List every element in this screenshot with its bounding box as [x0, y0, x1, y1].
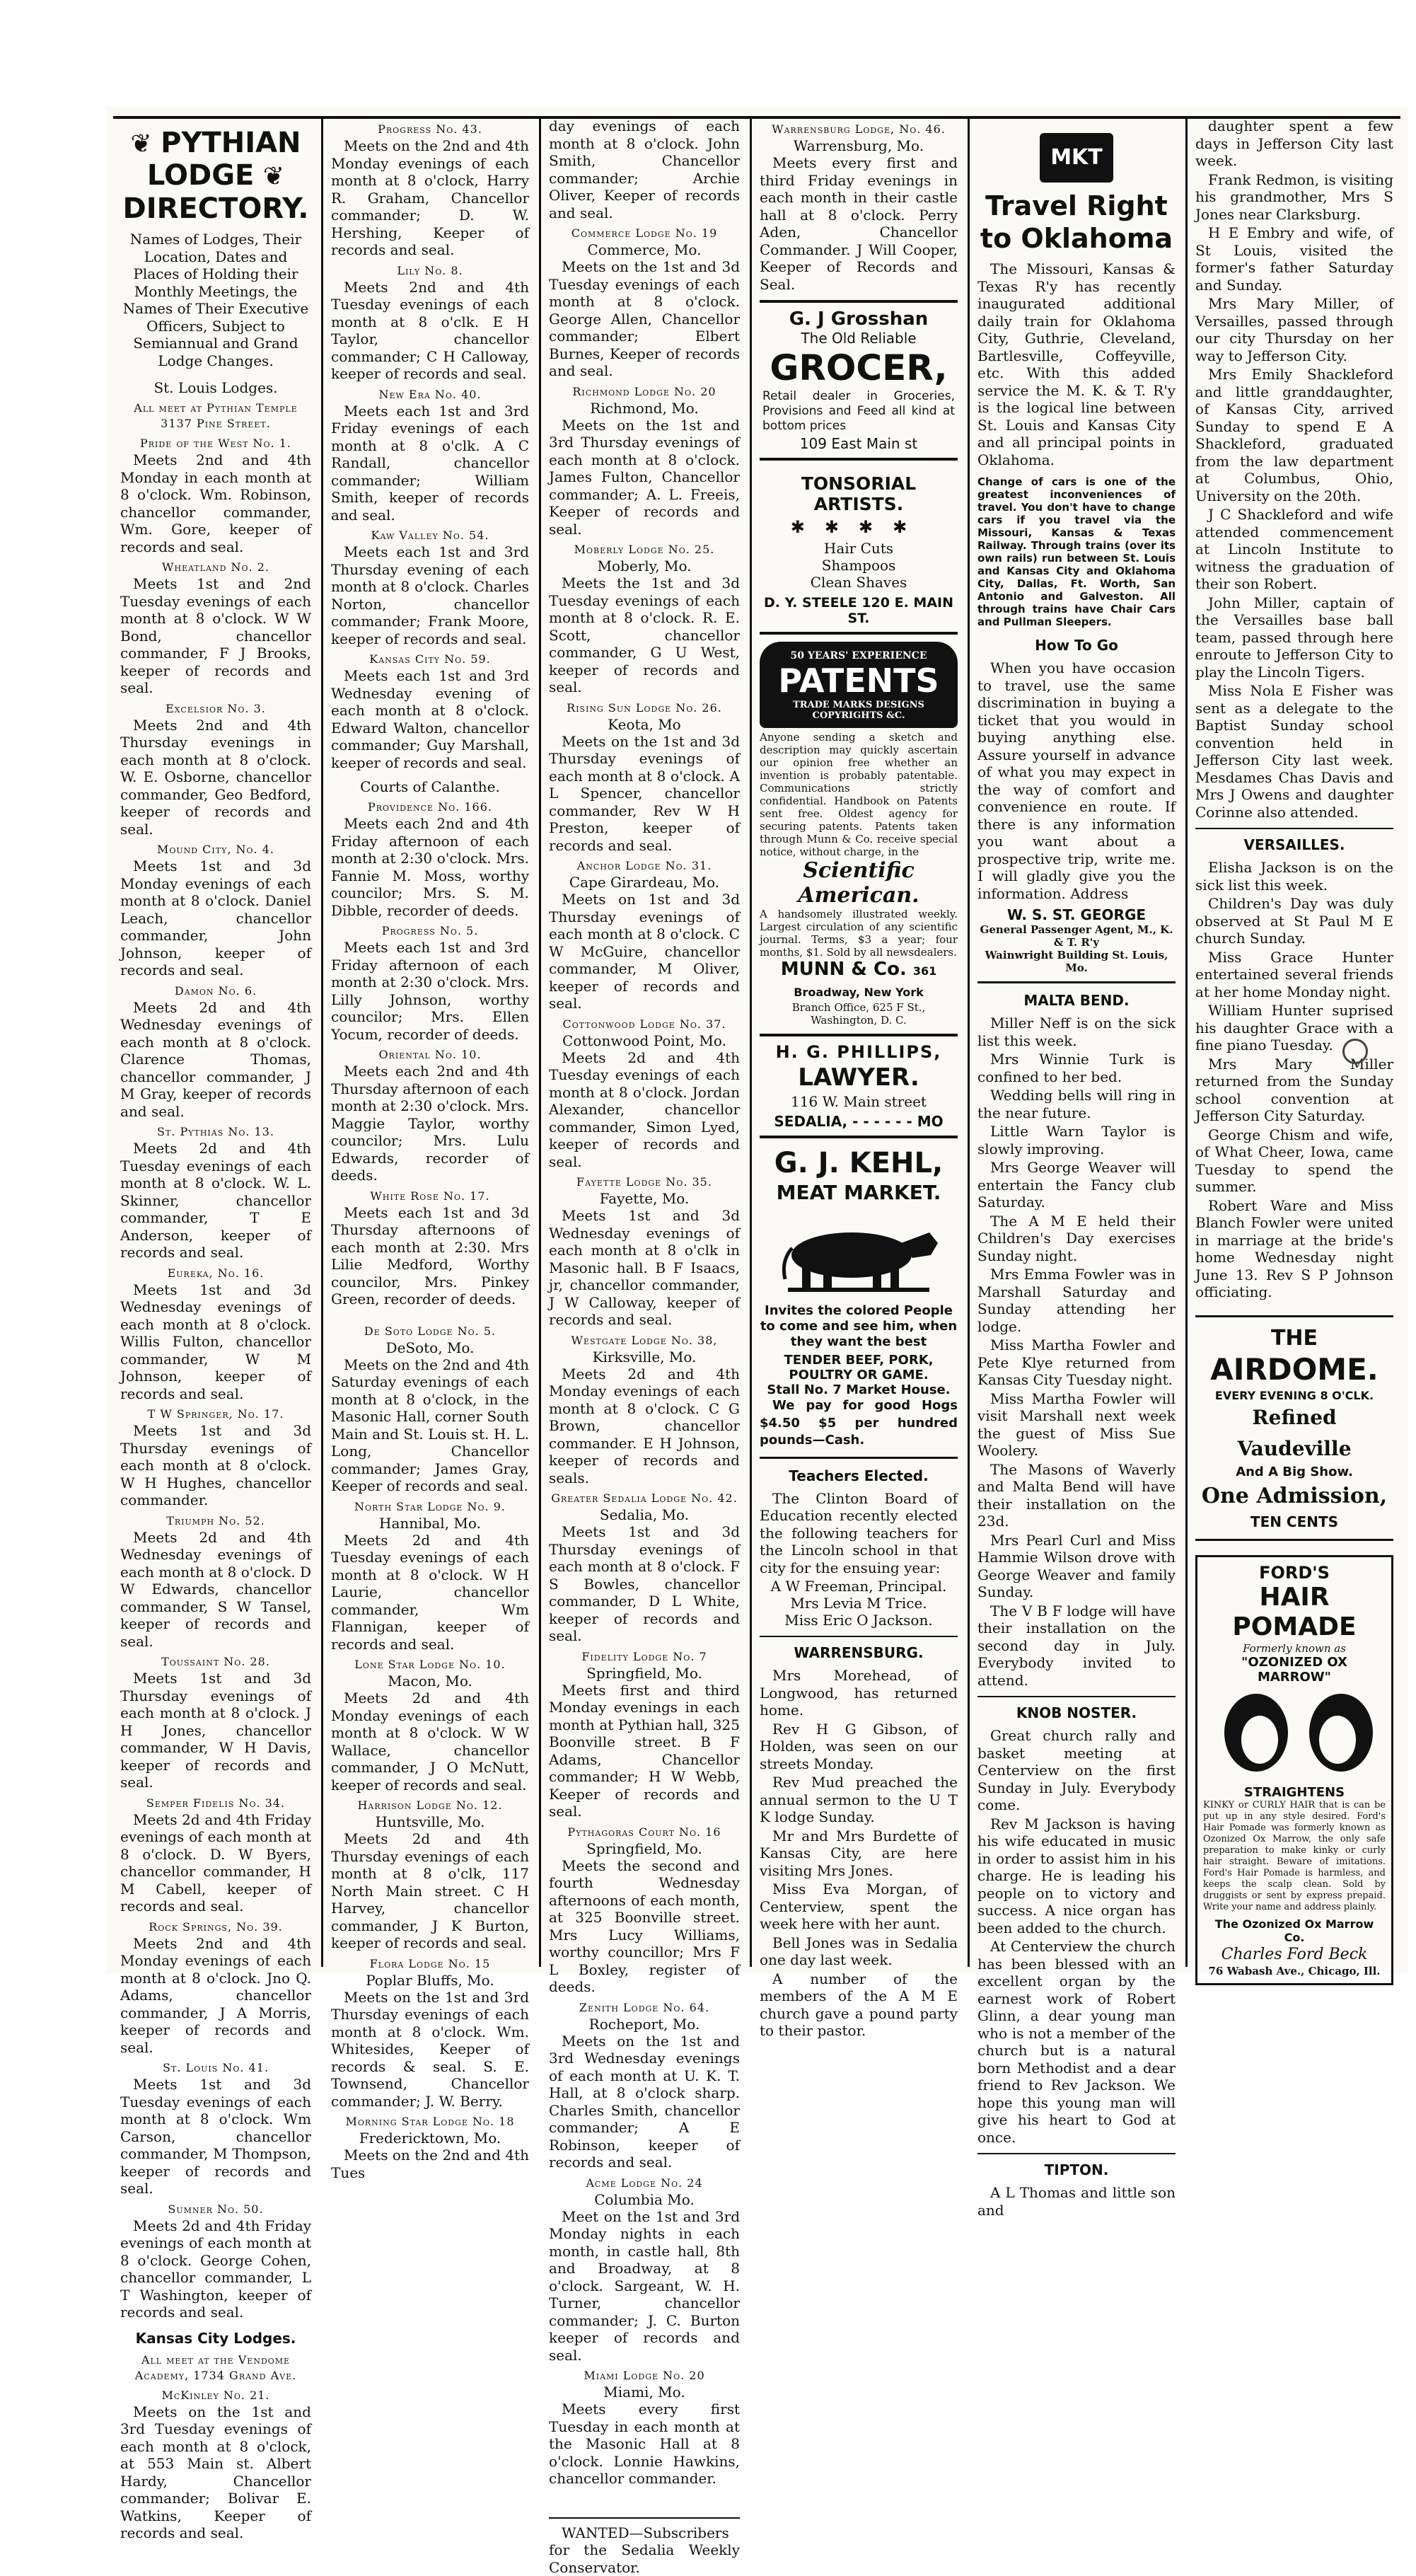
kc-lodge-entries — [331, 122, 529, 771]
tonsorial-services — [762, 540, 955, 591]
lodge-name: Sumner No. 50. — [120, 2202, 311, 2217]
lodge-name: Cottonwood Lodge No. 37. — [549, 1017, 740, 1032]
knob-noster-title: KNOB NOSTER. — [977, 1696, 1176, 1723]
sci-text: A handsomely illustrated weekly. Largest circulation of any scientific journal. Terms, $3 a year; four months, $1. Sold by all newsdealers. — [760, 908, 958, 959]
lodge-name: Fidelity Lodge No. 7 — [549, 1649, 740, 1665]
column-rule — [1185, 117, 1188, 1967]
lodge-text: Meets on the 2nd and 4th Tues — [331, 2147, 529, 2181]
lodge-text: Meets 2d and 4th Friday evenings of each month at 8 o'clock. George Cohen, chancellor commander, L T Washington, keeper of records and seal. — [120, 2217, 311, 2321]
lodge-name: Miami Lodge No. 20 — [549, 2368, 740, 2384]
pomade-formerly: Formerly known as — [1203, 1642, 1386, 1655]
news-item: Robert Ware and Miss Blanch Fowler were united in marriage at the bride's home Wednesday night June 13. Rev S P Johnson officiating. — [1195, 1197, 1393, 1301]
lodge-text: Meets 1st and 2nd Tuesday evenings of each month at 8 o'clock. W W Bond, chancellor commander, F J Brooks, keeper of records and seal. — [120, 575, 311, 697]
lodge-name: North Star Lodge No. 9. — [331, 1499, 529, 1515]
lodge-text: Meets 1st and 3d Thursday evenings of each month at 8 o'clock. W H Hughes, chancellor commander. — [120, 1422, 311, 1509]
lodge-name: Mound City, No. 4. — [120, 842, 311, 857]
state-lodge-entries-2 — [549, 226, 740, 2488]
pomade-address: 76 Wabash Ave., Chicago, Ill. — [1203, 1965, 1386, 1977]
calanthe-entries — [331, 799, 529, 1308]
news-item: Little Warn Taylor is slowly improving. — [977, 1123, 1176, 1157]
lodge-name: New Era No. 40. — [331, 387, 529, 403]
lodge-name: Progress No. 43. — [331, 122, 529, 137]
lodge-name: Excelsior No. 3. — [120, 701, 311, 717]
lodge-name: Anchor Lodge No. 31. — [549, 858, 740, 874]
patents-ad — [760, 642, 958, 1027]
lodge-text: Meets 2d and 4th Tuesday evenings of each month at 8 o'clock. W H Laurie, chancellor commander, Wm Flannigan, keeper of records and seal. — [331, 1532, 529, 1653]
lodge-name: Pythagoras Court No. 16 — [549, 1825, 740, 1840]
ornament-right-icon: ❦ — [254, 162, 284, 191]
state-lodge-entries — [331, 1324, 529, 2182]
lawyer-title: LAWYER. — [762, 1062, 955, 1093]
airdome-the: THE — [1195, 1326, 1393, 1351]
tonsorial-title: TONSORIAL ARTISTS. — [762, 473, 955, 514]
versailles-title: VERSAILLES. — [1195, 828, 1393, 855]
teacher-name: Mrs Levia M Trice. — [760, 1595, 958, 1612]
lodge-name: Acme Lodge No. 24 — [549, 2176, 740, 2191]
lodge-text: Meets first and third Monday evenings in each month at Pythian hall, 325 Boonville street. B F Adams, Chancellor commander; H W Webb, Keeper of records and seal. — [549, 1682, 740, 1820]
lodge-text: Meets on the 2nd and 4th Monday evenings of each month at 8 o'clock, Harry R. Graham, Chancellor commander; D. W. Hershing, Keeper of records and seal. — [331, 137, 529, 259]
lodge-text: Meets the second and fourth Wednesday afternoons of each month, at 325 Boonville street. Mrs Lucy Williams, worthy councillor; Mrs F L Boxley, register of deeds. — [549, 1857, 740, 1996]
lodge-text: Meets 1st and 3d Wednesday evenings of each month at 8 o'clock. Willis Fulton, chancellor commander, W M Johnson, keeper of records and seal. — [120, 1281, 311, 1403]
news-item: A number of the members of the A M E church gave a pound party to their pastor. — [760, 1970, 958, 2040]
news-item: The V B F lodge will have their installation on the second day in July. Everybody invited to attend. — [977, 1602, 1176, 1690]
lodge-place: Keota, Mo — [549, 716, 740, 733]
lodge-text: Meets on 1st and 3d Thursday evenings of each month at 8 o'clock. C W McGuire, chancellor commander, M Oliver, keeper of records and seal. — [549, 891, 740, 1012]
lodge-name: Rock Springs, No. 39. — [120, 1919, 311, 1935]
teachers-title: Teachers Elected. — [760, 1466, 958, 1486]
news-item: The Masons of Waverly and Malta Bend will have their installation on the 23d. — [977, 1461, 1176, 1530]
mkt-text-3: When you have occasion to travel, use the same discrimination in buying a ticket that you would in buying anything else. Assure yourself in advance of what you may expect in the way of comfort and convenience en route. If there is any information you want about a prospective trip, write me. I will gladly give you the information. Address — [977, 659, 1176, 902]
lodge-text: Meets each 2nd and 4th Friday afternoon of each month at 2:30 o'clock. Mrs. Fannie M. Moss, worthy councilor; Mrs. S. M. Dibble, recorder of deeds. — [331, 815, 529, 919]
lodge-text: Meets on the 1st and 3d Thursday evenings of each month at 8 o'clock. A L Spencer, chancellor commander, Rev W H Preston, keeper of records and seal. — [549, 733, 740, 855]
malta-bend-title: MALTA BEND. — [977, 990, 1176, 1010]
grocer-ad — [760, 300, 958, 461]
lodge-place: Macon, Mo. — [331, 1673, 529, 1690]
pomade-straightens: STRAIGHTENS — [1203, 1785, 1386, 1800]
column-6 — [1188, 117, 1400, 1967]
lodge-name: Rising Sun Lodge No. 26. — [549, 700, 740, 716]
lodge-text: Meets 2nd and 4th Monday in each month at 8 o'clock. Wm. Robinson, chancellor commander, Wm. Gore, keeper of records and seal. — [120, 451, 311, 555]
news-item: The A M E held their Children's Day exercises Sunday night. — [977, 1213, 1176, 1265]
mkt-logo: MKT — [1040, 133, 1113, 183]
kehl-name: G. J. KEHL, — [760, 1145, 958, 1181]
lodge-text: Meets each 1st and 3rd Friday evenings of each month at 8 o'clk. A C Randall, chancellor commander; William Smith, keeper of records and seal. — [331, 403, 529, 524]
lodge-name: Pride of the West No. 1. — [120, 436, 311, 451]
lodge-text: Meets on the 1st and 3rd Wednesday evenings of each month at U. K. T. Hall, at 8 o'clock sharp. Charles Smith, chancellor commander; A E Robinson, keeper of records and seal. — [549, 2033, 740, 2171]
news-item: George Chism and wife, of What Cheer, Iowa, came Tuesday to spend the summer. — [1195, 1126, 1393, 1196]
column-rule — [321, 117, 323, 1967]
lodge-name: Westgate Lodge No. 38, — [549, 1333, 740, 1348]
news-item: Mrs Mary Miller, of Versailles, passed through our city Thursday on her way to Jefferson City. — [1195, 295, 1393, 364]
kehl-hogs: We pay for good Hogs $4.50 $5 per hundred pounds—Cash. — [760, 1397, 958, 1450]
lodge-place: Huntsville, Mo. — [331, 1813, 529, 1830]
airdome-name: AIRDOME. — [1195, 1351, 1393, 1389]
lodge-name: Eureka, No. 16. — [120, 1266, 311, 1281]
lodge-place: Richmond, Mo. — [549, 400, 740, 417]
wanted-notice: WANTED—Subscribers for the Sedalia Weekly Conservator. — [549, 2517, 740, 2576]
airdome-show: And A Big Show. — [1195, 1465, 1393, 1479]
lodge-name: Fayette Lodge No. 35. — [549, 1174, 740, 1190]
lodge-name: Richmond Lodge No. 20 — [549, 384, 740, 400]
lodge-name: Oriental No. 10. — [331, 1047, 529, 1063]
lodge-text: Meets 2d and 4th Monday evenings of each month at 8 o'clock. C G Brown, chancellor commander. E H Johnson, keeper of records and seals. — [549, 1365, 740, 1487]
lawyer-address: 116 W. Main street — [762, 1093, 955, 1110]
lodge-name: Progress No. 5. — [331, 923, 529, 939]
directory-intro: Names of Lodges, Their Location, Dates and Places of Holding their Monthly Meetings, the Names of Their Executive Officers, Subject to Semiannual and Grand Lodge Changes. — [120, 231, 311, 369]
lodge-text: Meets 2d and 4th Tuesday evenings of each month at 8 o'clock. W. L. Skinner, chancellor commander, T E Anderson, keeper of records and seal. — [120, 1140, 311, 1261]
lodge-text: Meets 1st and 3d Tuesday evenings of each month at 8 o'clock. Wm Carson, chancellor commander, M Thompson, keeper of records and seal. — [120, 2076, 311, 2197]
lodge-name: T W Springer, No. 17. — [120, 1407, 311, 1422]
kansas-city-heading: Kansas City Lodges. — [120, 2328, 311, 2348]
pomade-ox: "OZONIZED OX MARROW" — [1203, 1655, 1386, 1685]
pomade-text: KINKY or CURLY HAIR that is can be put up in any style desired. Ford's Hair Pomade was formerly known as Ozonized Ox Marrow, the only safe preparation to make kinky or curly hair straight. Beware of imitations. Ford's Hair Pomade is harmless, and keeps the scalp clean. Sold by druggists or sent by express prepaid. Write your name and address plainly. — [1203, 1800, 1386, 1913]
column-rule — [968, 117, 970, 1967]
news-item: William Hunter suprised his daughter Grace with a fine piano Tuesday. — [1195, 1002, 1393, 1054]
teachers-text: The Clinton Board of Education recently elected the following teachers for the Lincoln school in that city for the ensuing year: — [760, 1490, 958, 1577]
st-louis-entries — [120, 436, 311, 2321]
tonsorial-footer: D. Y. STEELE 120 E. MAIN ST. — [762, 595, 955, 626]
grocer-name: G. J Grosshan — [762, 308, 955, 330]
grocer-text: Retail dealer in Groceries, Provisions and Feed all kind at bottom prices — [762, 389, 955, 434]
news-item: Mrs Mary Miller returned from the Sunday school convention at Jefferson City Saturday. — [1195, 1056, 1393, 1125]
news-item: Miller Neff is on the sick list this week. — [977, 1015, 1176, 1049]
lodge-place: Springfield, Mo. — [549, 1840, 740, 1857]
lodge-text: Meets 2d and 4th Monday evenings of each month at 8 o'clock. W W Wallace, chancellor commander, J O McNutt, keeper of records and seal. — [331, 1690, 529, 1794]
lodge-text: Meets 2d and 4th Tuesday evenings of each month at 8 o'clock. Jordan Alexander, chancellor commander, Simon Lyed, keeper of records and seal. — [549, 1049, 740, 1171]
lodge-place: Poplar Bluffs, Mo. — [331, 1972, 529, 1989]
news-item: Frank Redmon, is visiting his grandmother, Mrs S Jones near Clarksburg. — [1195, 171, 1393, 224]
directory-title: ❦ PYTHIAN LODGE ❦ — [120, 127, 311, 192]
patents-years: 50 YEARS' EXPERIENCE — [764, 650, 953, 662]
ornament-left-icon: ❦ — [130, 129, 161, 158]
pomade-company: The Ozonized Ox Marrow Co. — [1203, 1917, 1386, 1944]
lodge-text: Meets on the 1st and 3rd Thursday evenings of each month at 8 o'clock. James Fulton, Chancellor commander; A. L. Freeis, Keeper of records and seal. — [549, 417, 740, 538]
lawyer-name: H. G. PHILLIPS, — [762, 1042, 955, 1062]
warrensburg-lodge-name: Warrensburg Lodge, No. 46. — [760, 122, 958, 137]
kehl-ad — [760, 1145, 958, 1459]
lodge-name: St. Louis No. 41. — [120, 2060, 311, 2076]
patents-title: PATENTS — [764, 662, 953, 700]
teachers-list — [760, 1578, 958, 1629]
news-item: Mrs Emma Fowler was in Marshall Saturday and Sunday attending her lodge. — [977, 1266, 1176, 1335]
lodge-name: Commerce Lodge No. 19 — [549, 226, 740, 241]
lodge-text: Meets 1st and 3d Monday evenings of each month at 8 o'clock. Daniel Leach, chancellor commander, John Johnson, keeper of records and seal. — [120, 857, 311, 979]
news-item: At Centerview the church has been blessed with an excellent organ by the earnest work of Robert Glinn, a dear young man who is not a member of the church but is a natural born Methodist and a dear friend to Rev Jackson. We hope this young man will give his heart to God at once. — [977, 1938, 1176, 2146]
news-item: Great church rally and basket meeting at Centerview on the first Sunday in July. Everybody come. — [977, 1727, 1176, 1814]
scientific-american: Scientific American. — [760, 858, 958, 908]
kehl-meats: TENDER BEEF, PORK, POULTRY OR GAME. — [760, 1353, 958, 1382]
lodge-name: Triumph No. 52. — [120, 1513, 311, 1529]
tonsorial-service: Shampoos — [762, 557, 955, 574]
decorative-stars-icon: ✱✱✱✱ — [762, 517, 955, 537]
lodge-name: De Soto Lodge No. 5. — [331, 1324, 529, 1339]
tipton-items — [977, 2184, 1176, 2219]
lodge-text: Meets on the 1st and 3rd Thursday evenings of each month at 8 o'clock. Wm. Whitesides, Keeper of records & seal. S. E. Townsend, Chancellor commander; J. W. Berry. — [331, 1989, 529, 2110]
lodge-name: Kansas City No. 59. — [331, 652, 529, 667]
lodge-text: Meets each 1st and 3rd Friday afternoon of each month at 2:30 o'clock. Mrs. Lilly Johnson, worthy councilor; Mrs. Ellen Yocum, recorder of deeds. — [331, 939, 529, 1043]
news-item: Bell Jones was in Sedalia one day last week. — [760, 1934, 958, 1969]
column-rule — [750, 117, 752, 1967]
lodge-place: Kirksville, Mo. — [549, 1348, 740, 1365]
lodge-text: Meets 2nd and 4th Thursday evenings in each month at 8 o'clock. W. E. Osborne, chancellor commander, Geo Bedford, keeper of records and seal. — [120, 717, 311, 838]
lodge-text: Meets 1st and 3d Thursday evenings of each month at 8 o'clock. J H Jones, chancellor commander, W H Davis, keeper of records and seal. — [120, 1670, 311, 1791]
lodge-text: Meets each 1st and 3d Thursday afternoons of each month at 2:30. Mrs Lilie Medford, Worthy councilor, Mrs. Pinkey Green, recorder of deeds. — [331, 1204, 529, 1308]
news-item: Miss Nola E Fisher was sent as a delegate to the Baptist Sunday school convention held in Jefferson City last week. Mesdames Chas Davis and Mrs J Owens and daughter Corinne also attended. — [1195, 682, 1393, 821]
lodge-place: Miami, Mo. — [549, 2384, 740, 2401]
grocer-tag: The Old Reliable — [762, 330, 955, 347]
news-item: Wedding bells will ring in the near future. — [977, 1087, 1176, 1121]
warrensburg-lodge-text: Meets every first and third Friday evenings in each month in their castle hall at 8 o'clock. Perry Aden, Chancellor Commander. J Will Cooper, Keeper of Records and Seal. — [760, 154, 958, 293]
versailles-items — [1195, 859, 1393, 1301]
news-item: Mrs Pearl Curl and Miss Hammie Wilson drove with George Weaver and family Sunday. — [977, 1532, 1176, 1601]
lodge-place: Fayette, Mo. — [549, 1190, 740, 1207]
mkt-text-1: The Missouri, Kansas & Texas R'y has recently inaugurated additional daily train for Oklahoma City, Guthrie, Cleveland, Bartlesville, Coffeyville, etc. With this added service the M. K. & T. R'y is the logical line between St. Louis and Kansas City and all principal points in Oklahoma. — [977, 260, 1176, 468]
lodge-text: Meets 2d and 4th Friday evenings of each month at 8 o'clock. D. W Byers, chancellor commander, H M Cabell, keeper of records and seal. — [120, 1811, 311, 1915]
warrensburg-title: WARRENSBURG. — [760, 1636, 958, 1663]
patents-text: Anyone sending a sketch and description may quickly ascertain our opinion free whether an invention is probably patentable. Communications strictly confidential. Handbook on Patents sent free. Oldest agency for securing patents. Patents taken through Munn & Co. receive special notice, without charge, in the — [760, 731, 958, 858]
lodge-place: Rocheport, Mo. — [549, 2016, 740, 2033]
tonsorial-service: Hair Cuts — [762, 540, 955, 557]
kansas-city-note: All meet at the Vendome Academy, 1734 Grand Ave. — [120, 2352, 311, 2384]
lodge-name: Greater Sedalia Lodge No. 42. — [549, 1491, 740, 1506]
local-news-items — [1195, 117, 1393, 821]
news-item: Elisha Jackson is on the sick list this week. — [1195, 859, 1393, 894]
airdome-price: TEN CENTS — [1195, 1513, 1393, 1530]
lodge-text: Meets 2d and 4th Thursday evenings of each month at 8 o'clk, 117 North Main street. C H Harvey, chancellor commander, J K Burton, keeper of records and seal. — [331, 1830, 529, 1952]
lodge-name: Providence No. 166. — [331, 799, 529, 815]
tonsorial-service: Clean Shaves — [762, 574, 955, 591]
lodge-name: Zenith Lodge No. 64. — [549, 2000, 740, 2016]
binder-hole-icon — [1342, 1039, 1368, 1064]
directory-title-2: DIRECTORY. — [120, 192, 311, 225]
lodge-place: Columbia Mo. — [549, 2191, 740, 2208]
munn-branch: Branch Office, 625 F St., Washington, D. C. — [760, 1001, 958, 1027]
news-item: Children's Day was duly observed at St Paul M E church Sunday. — [1195, 895, 1393, 947]
kehl-stall: Stall No. 7 Market House. — [760, 1382, 958, 1397]
lodge-text: Meets on the 1st and 3rd Tuesday evenings of each month at 8 o'clock, at 553 Main st. Albert Hardy, Chancellor commander; Bolivar E. Watkins, Keeper of records and seal. — [120, 2403, 311, 2542]
lodge-place: DeSoto, Mo. — [331, 1339, 529, 1356]
news-item: daughter spent a few days in Jefferson City last week. — [1195, 117, 1393, 170]
lodge-name: Morning Star Lodge No. 18 — [331, 2114, 529, 2130]
munn-name: MUNN & Co. 361 Broadway, New York — [760, 959, 958, 1001]
teacher-name: A W Freeman, Principal. — [760, 1578, 958, 1595]
lodge-text: Meets every first Tuesday in each month at the Masonic Hall at 8 o'clock. Lonnie Hawkins, chancellor commander. — [549, 2401, 740, 2488]
news-item: Rev M Jackson is having his wife educated in music in order to assist him in his charge. He is leading his people on to victory and success. A nice organ has been added to the church. — [977, 1815, 1176, 1937]
news-item: Rev H G Gibson, of Holden, was seen on our streets Monday. — [760, 1721, 958, 1773]
warrensburg-items — [760, 1667, 958, 2040]
lodge-place: Moberly, Mo. — [549, 558, 740, 574]
news-item: A L Thomas and little son and — [977, 2184, 1176, 2219]
news-item: H E Embry and wife, of St Louis, visited the former's father Saturday and Sunday. — [1195, 224, 1393, 294]
travel-title-2: to Oklahoma — [977, 222, 1176, 255]
tonsorial-ad — [760, 468, 958, 635]
malta-bend-items — [977, 1015, 1176, 1689]
news-item: Mrs Winnie Turk is confined to her bed. — [977, 1051, 1176, 1085]
lodge-text: Meets 2nd and 4th Monday evenings of each month at 8 o'clock. Jno Q. Adams, chancellor commander, J A Morris, keeper of records and seal. — [120, 1935, 311, 2057]
pomade-signature: Charles Ford Beck — [1203, 1946, 1386, 1963]
lawyer-ad — [760, 1034, 958, 1138]
lodge-place: Fredericktown, Mo. — [331, 2130, 529, 2147]
lodge-name: Kaw Valley No. 54. — [331, 528, 529, 543]
knob-noster-items — [977, 1727, 1176, 2146]
news-item: Mrs George Weaver will entertain the Fancy club Saturday. — [977, 1159, 1176, 1211]
lodge-name: Flora Lodge No. 15 — [331, 1956, 529, 1972]
news-item: Miss Eva Morgan, of Centerview, spent the week here with her aunt. — [760, 1881, 958, 1933]
lodge-name: Moberly Lodge No. 25. — [549, 542, 740, 558]
news-item: Mrs Emily Shackleford and little granddaughter, of Kansas City, arrived Sunday to spend E A Shackleford, graduated from the law department at Columbus, Ohio, University on the 20th. — [1195, 366, 1393, 504]
lodge-text: Meets 1st and 3d Wednesday evenings of each month at 8 o'clk in Masonic hall. B F Isaacs, jr, chancellor commander, J W Calloway, keeper of records and seal. — [549, 1207, 740, 1329]
lodge-name: McKinley No. 21. — [120, 2388, 311, 2403]
grocer-big: GROCER, — [762, 347, 955, 389]
lodge-place: Commerce, Mo. — [549, 241, 740, 258]
lodge-text: Meets 2nd and 4th Tuesday evenings of each month at 8 o'clk. E H Taylor, chancellor commander; C H Calloway, keeper of records and seal. — [331, 279, 529, 383]
news-item: Miss Grace Hunter entertained several friends at her home Monday night. — [1195, 949, 1393, 1001]
lodge-name: Harrison Lodge No. 12. — [331, 1798, 529, 1813]
news-item: Rev Mud preached the annual sermon to the U T K lodge Sunday. — [760, 1774, 958, 1826]
lodge-text: Meets each 1st and 3rd Wednesday evening of each month at 8 o'clock. Edward Walton, chancellor commander; Guy Marshall, keeper of records and seal. — [331, 667, 529, 771]
patents-marks: TRADE MARKS DESIGNS COPYRIGHTS &C. — [764, 700, 953, 721]
lodge-place: Cape Girardeau, Mo. — [549, 874, 740, 891]
column-3 — [542, 117, 747, 1967]
airdome-refined: Refined Vaudeville — [1195, 1402, 1393, 1465]
column-4 — [753, 117, 965, 1967]
travel-title-1: Travel Right — [977, 190, 1176, 222]
airdome-admission: One Admission, — [1195, 1479, 1393, 1513]
mkt-text-2: Change of cars is one of the greatest inconveniences of travel. You don't have to change cars if you travel via the Missouri, Kansas & Texas Railway. Through trains (over its own rails) run between St. Louis and Kansas City and Oklahoma City, Dallas, Ft. Worth, San Antonio and Galveston. All through trains have Chair Cars and Pullman Sleepers. — [977, 475, 1176, 628]
lodge-name: Lily No. 8. — [331, 263, 529, 279]
how-to-go: How To Go — [977, 635, 1176, 655]
st-louis-heading: St. Louis Lodges. — [120, 379, 311, 396]
cow-icon — [774, 1211, 944, 1296]
column-1 — [113, 117, 318, 1967]
lodge-place: Sedalia, Mo. — [549, 1506, 740, 1523]
portraits-icon — [1203, 1689, 1394, 1781]
lodge-place: Hannibal, Mo. — [331, 1515, 529, 1532]
mkt-ad — [977, 133, 1176, 983]
kehl-title: MEAT MARKET. — [760, 1181, 958, 1204]
column-2 — [324, 117, 536, 1967]
news-item: Miss Martha Fowler will visit Marshall next week the guest of Miss Sue Woolery. — [977, 1390, 1176, 1460]
news-item: Miss Martha Fowler and Pete Klye returned from Kansas City Tuesday night. — [977, 1336, 1176, 1389]
lodge-text: Meet on the 1st and 3rd Monday nights in each month, in castle hall, 8th and Broadway, at 8 o'clock. Sargeant, W. H. Turner, chancellor commander; J. C. Burton keeper of records and seal. — [549, 2208, 740, 2364]
calanthe-heading: Courts of Calanthe. — [331, 778, 529, 795]
lodge-name: Lone Star Lodge No. 10. — [331, 1657, 529, 1673]
lodge-place: Springfield, Mo. — [549, 1665, 740, 1682]
airdome-every: EVERY EVENING 8 O'CLK. — [1195, 1389, 1393, 1402]
agent-name: W. S. ST. GEORGE — [977, 906, 1176, 923]
news-item: Mr and Mrs Burdette of Kansas City, are here visiting Mrs Jones. — [760, 1827, 958, 1880]
lodge-place: Cottonwood Point, Mo. — [549, 1032, 740, 1049]
lodge-text: Meets each 2nd and 4th Thursday afternoon of each month at 2:30 o'clock. Mrs. Maggie Taylor, worthy councilor; Mrs. Lulu Edwards, recorder of deeds. — [331, 1063, 529, 1184]
lodge-name: Semper Fidelis No. 34. — [120, 1796, 311, 1811]
lodge-name: White Rose No. 17. — [331, 1189, 529, 1204]
lodge-text: Meets 2d and 4th Wednesday evenings of each month at 8 o'clock. D W Edwards, chancellor commander, S W Tansel, keeper of records and seal. — [120, 1529, 311, 1651]
agent-address: Wainwright Building St. Louis, Mo. — [977, 949, 1176, 974]
lodge-text: Meets 1st and 3d Thursday evenings of each month at 8 o'clock. F S Bowles, chancellor commander, D L White, keeper of records and seal. — [549, 1523, 740, 1645]
lodge-name: Toussaint No. 28. — [120, 1654, 311, 1670]
pomade-ford: FORD'S — [1203, 1563, 1386, 1583]
st-louis-note: All meet at Pythian Temple 3137 Pine Street. — [120, 400, 311, 432]
kansas-city-entries — [120, 2388, 311, 2542]
teacher-name: Miss Eric O Jackson. — [760, 1612, 958, 1629]
lawyer-city: SEDALIA, - - - - - - MO — [762, 1113, 955, 1130]
kehl-text: Invites the colored People to come and see him, when they want the best — [760, 1303, 958, 1350]
agent-title: General Passenger Agent, M., K. & T. R'y — [977, 923, 1176, 949]
news-item: Mrs Morehead, of Longwood, has returned home. — [760, 1667, 958, 1719]
patents-badge — [760, 642, 958, 728]
lodge-name: St. Pythias No. 13. — [120, 1124, 311, 1140]
lodge-text: Meets on the 2nd and 4th Saturday evenings of each month at 8 o'clock, in the Masonic Hall, corner South Main and St. Louis st. H. L. Long, Chancellor commander; James Gray, Keeper of records and seal. — [331, 1356, 529, 1495]
grocer-address: 109 East Main st — [762, 435, 955, 452]
column-5 — [970, 117, 1183, 1967]
lodge-text: Meets on the 1st and 3d Tuesday evenings of each month at 8 o'clock. George Allen, Chancellor commander; Elbert Burnes, Keeper of records and seal. — [549, 258, 740, 380]
lodge-text: Meets the 1st and 3d Tuesday evenings of each month at 8 o'clock. R. E. Scott, chancellor commander, G U West, keeper of records and seal. — [549, 574, 740, 696]
newspaper-page — [106, 106, 1408, 1974]
column-rule — [539, 117, 541, 1967]
lodge-name: Damon No. 6. — [120, 983, 311, 999]
warrensburg-lodge-place: Warrensburg, Mo. — [760, 137, 958, 154]
lodge-text: Meets 2d and 4th Wednesday evenings of each month at 8 o'clock. Clarence Thomas, chancellor commander, J M Gray, keeper of records and seal. — [120, 999, 311, 1121]
continued-entry: day evenings of each month at 8 o'clock. John Smith, Chancellor commander; Archie Oliver, Keeper of records and seal. — [549, 117, 740, 221]
tipton-title: TIPTON. — [977, 2153, 1176, 2180]
news-item: John Miller, captain of the Versailles base ball team, passed through here enroute to Jefferson City to play the Lincoln Tigers. — [1195, 594, 1393, 681]
news-item: J C Shackleford and wife attended commencement at Lincoln Institute to witness the graduation of their son Robert. — [1195, 506, 1393, 593]
lodge-name: Wheatland No. 2. — [120, 560, 311, 575]
pomade-title: HAIR POMADE — [1203, 1583, 1386, 1642]
pomade-ad — [1195, 1555, 1393, 1985]
lodge-text: Meets each 1st and 3rd Thursday evening of each month at 8 o'clock. Charles Norton, chancellor commander; Frank Moore, keeper of records and seal. — [331, 543, 529, 647]
airdome-ad — [1195, 1315, 1393, 1541]
